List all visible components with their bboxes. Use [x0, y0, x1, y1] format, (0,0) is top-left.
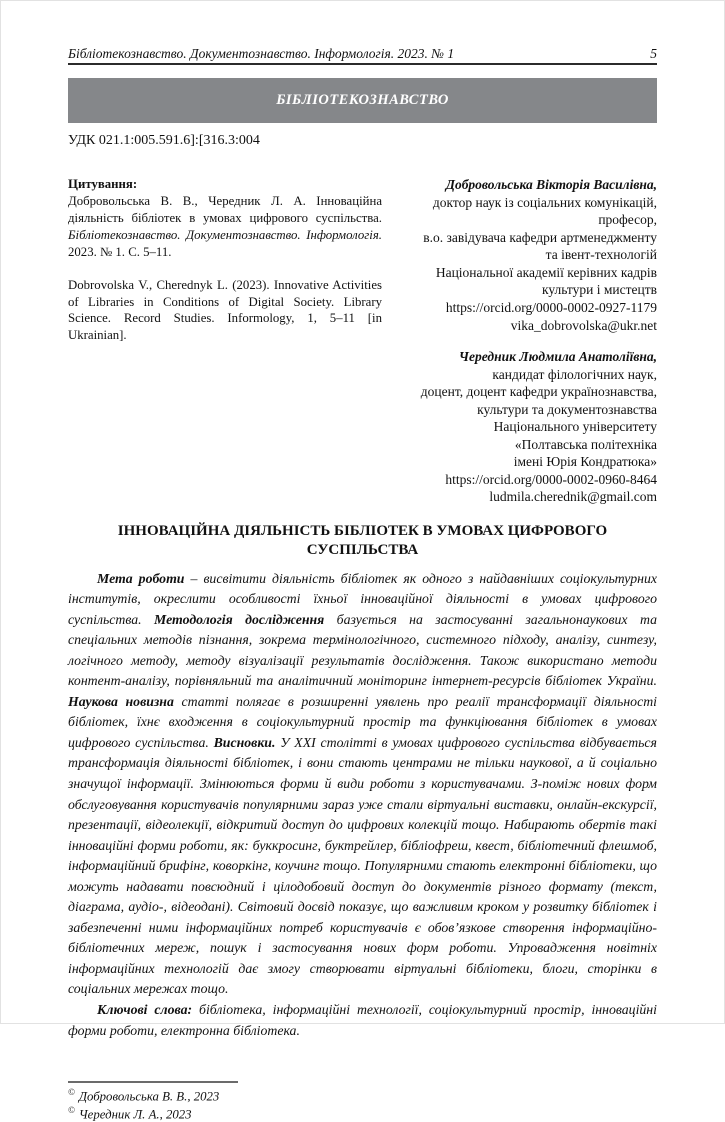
citation-heading: Цитування:	[68, 177, 138, 192]
copyright-symbol: ©	[68, 1104, 75, 1115]
abstract-label-conclusions: Висновки.	[213, 734, 276, 750]
author-affiliation-line: доцент, доцент кафедри українознавства,	[420, 384, 657, 400]
copyright-symbol: ©	[68, 1087, 75, 1098]
abstract-label-meta: Мета роботи	[97, 570, 185, 586]
author-affiliation-line: Національного університету	[493, 419, 657, 435]
author-affiliation-line: культури і мистецтв	[541, 282, 657, 298]
author-block-2	[404, 348, 657, 506]
author-orcid-link[interactable]: https://orcid.org/0000-0002-0927-1179	[445, 300, 657, 316]
citation-journal-name: Бібліотекознавство. Документознавство. Інформологія.	[68, 227, 382, 242]
citation-column	[68, 176, 382, 506]
page-number: 5	[650, 46, 657, 61]
meta-columns	[68, 176, 657, 506]
citation-english: Dobrovolska V., Cherednyk L. (2023). Innovative Activities of Libraries in Conditions of Digital Society. Library Science. Record Studies. Informology, 1, 5–11 [in Ukrainian].	[68, 277, 382, 343]
copyright-line: © Добровольська В. В., 2023	[68, 1087, 220, 1104]
copyright-line: © Чередник Л. А., 2023	[68, 1104, 192, 1122]
citation-ukrainian: Добровольська В. В., Чередник Л. А. Інноваційна діяльність бібліотек в умовах цифрового суспільства. Бібліотекознавство. Документознавство. Інформологія. 2023. № 1. С. 5–11.	[68, 194, 382, 259]
footnote-divider	[68, 1081, 238, 1083]
udc-code: УДК 021.1:005.591.6]:[316.3:004	[68, 133, 260, 149]
page-header	[68, 46, 657, 65]
author-affiliation-line: культури та документознавства	[477, 401, 657, 417]
abstract-paragraph: Мета роботи – висвітити діяльність бібліотек як одного з найдавніших соціокультурних інститутів, окреслити особливості їхньої інноваційної діяльності в умовах цифрового суспільства. Методологія дослідження базується на застосуванні загальнонаукових та спеціальних методів пізнання, зокрема термінологічного, системного підходу, аналізу, синтезу, логічного методу, методу візуалізації результатів дослідження. Також використано методи контент-аналізу, порівняльний та аналітичний моніторинг інтернет-ресурсів бібліотек України. Наукова новизна статті полягає в розширенні уявлень про реалії трансформації діяльності бібліотек, їхнє входження в соціокультурний простір та функціювання бібліотек в умовах цифрового суспільства. Висновки. У XXI столітті в умовах цифрового суспільства відбувається трансформація діяльності бібліотек, і вони стають центрами не тільки наукової, а й соціально значущої інформації. Змінюються форми й види роботи з користувачами. З-поміж нових форм обслуговування користувачів популярними зараз уже стали віртуальні виставки, онлайн-екскурсії, презентації, відеолекції, відкритий доступ до цифрових колекцій тощо. Набирають обертів такі інноваційні форми роботи, як: буккросинг, буктрейлер, бібліофреш, квест, бібліотечний флешмоб, інформаційний брифінг, коворкінг, коучинг тощо. Популярними стають електронні бібліотеки, що можуть надавати повсюдний і цілодобовий доступ до документів різного формату (текст, діаграма, аудіо-, відеодані). Світовий досвід показує, що важливим кроком у розвитку бібліотек і забезпеченні ними інформаційних потреб користувачів є обов’язкове створення інформаційно-бібліотечних мереж, пошук і застосування нових форм роботи. Упровадження новітніх інформаційних технологій дає змогу створювати віртуальні бібліотеки, блоги, сторінки в соціальних мережах тощо.	[68, 570, 657, 997]
author-affiliation-line: в.о. завідувача кафедри артменеджменту	[423, 229, 657, 245]
author-affiliation-line: «Полтавська політехніка	[514, 436, 657, 452]
section-banner	[68, 78, 657, 123]
author-name: Чередник Людмила Анатоліївна,	[458, 349, 657, 365]
abstract-block	[68, 569, 657, 1042]
authors-column	[404, 176, 657, 506]
keywords-label: Ключові слова:	[97, 1002, 193, 1018]
keywords-paragraph: Ключові слова: бібліотека, інформаційні технології, соціокультурний простір, інноваційні форми роботи, електронна бібліотека.	[68, 1002, 657, 1038]
author-affiliation-line: кандидат філологічних наук,	[492, 366, 657, 382]
article-title: ІННОВАЦІЙНА ДІЯЛЬНІСТЬ БІБЛІОТЕК В УМОВАХ ЦИФРОВОГО СУСПІЛЬСТВА	[117, 523, 608, 558]
author-name: Добровольська Вікторія Василівна,	[445, 177, 657, 193]
abstract-label-novelty: Наукова новизна	[68, 693, 174, 709]
author-email-link[interactable]: vika_dobrovolska@ukr.net	[510, 317, 657, 333]
author-affiliation-line: та івент-технологій	[545, 247, 657, 263]
journal-running-title: Бібліотекознавство. Документознавство. Інформологія. 2023. № 1	[68, 46, 455, 61]
author-affiliation-line: Національної академії керівних кадрів	[435, 264, 657, 280]
author-affiliation-line: доктор наук із соціальних комунікацій, професор,	[432, 194, 657, 228]
author-block-1	[404, 176, 657, 334]
copyright-footnote	[68, 1081, 657, 1122]
abstract-label-methodology: Методологія дослідження	[154, 611, 325, 627]
author-affiliation-line: імені Юрія Кондратюка»	[513, 454, 657, 470]
section-banner-label: БІБЛІОТЕКОЗНАВСТВО	[276, 92, 449, 109]
author-orcid-link[interactable]: https://orcid.org/0000-0002-0960-8464	[445, 471, 657, 487]
author-email-link[interactable]: ludmila.cherednik@gmail.com	[489, 489, 657, 505]
